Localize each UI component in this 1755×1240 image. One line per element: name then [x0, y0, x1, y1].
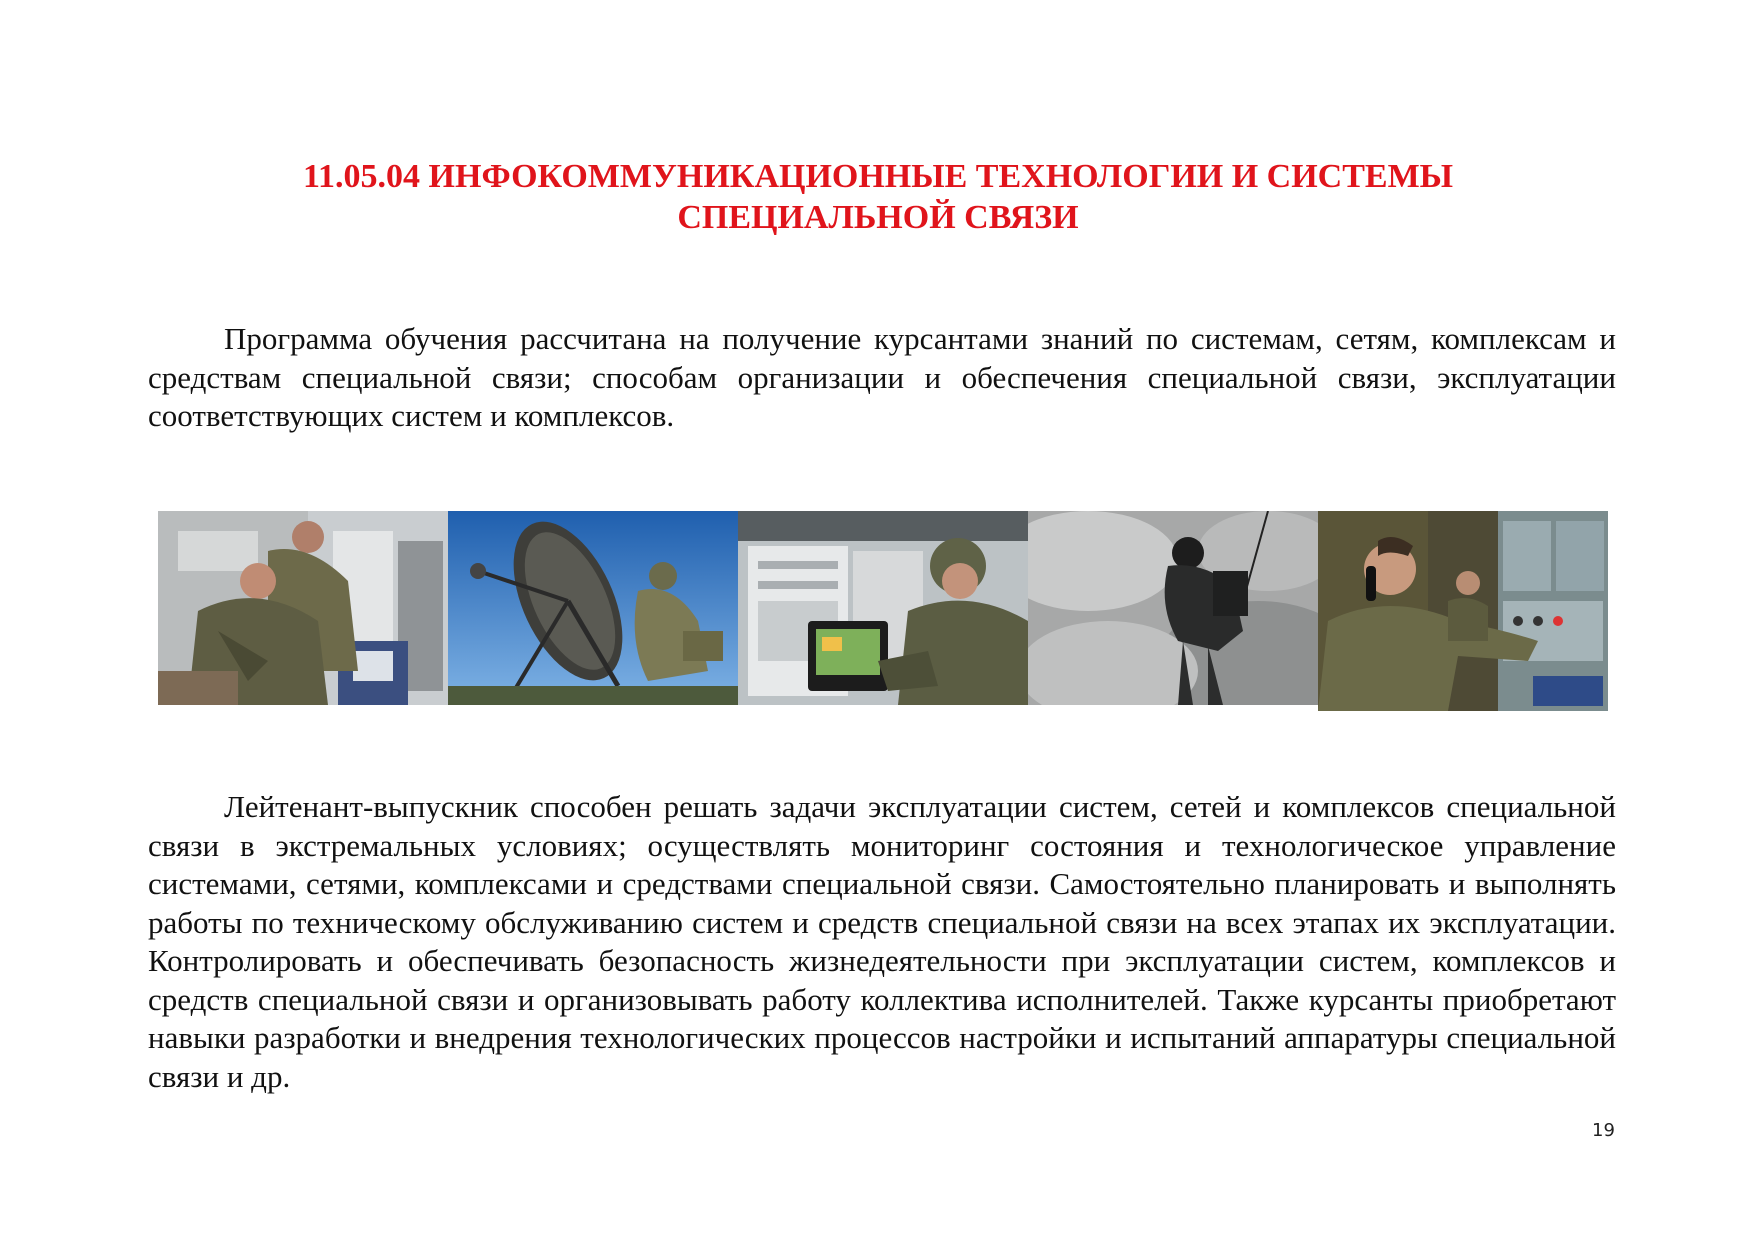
soldier-on-phone-at-console-photo	[1318, 511, 1608, 711]
photo-strip	[158, 511, 1608, 711]
soldier-in-smoke-photo	[1028, 511, 1318, 705]
graduate-paragraph: Лейтенант-выпускник способен решать задачи эксплуатации систем, сетей и комплексов специальной связи в экстремальных условиях; осуществлять мониторинг состояния и технологическое управление системами, сетями, комплексами и средствами специальной связи. Самостоятельно планировать и выполнять работы по техническому обслуживанию систем и средств специальной связи на всех этапах их эксплуатации. Контролировать и обеспечивать безопасность жизнедеятельности при эксплуатации систем, комплексов и средств специальной связи и организовывать работу коллектива исполнителей. Также курсанты приобретают навыки разработки и внедрения технологических процессов настройки и испытаний аппаратуры специальной связи и др.	[148, 789, 1616, 1094]
page-title	[148, 156, 1608, 238]
soldiers-at-radio-equipment-photo	[158, 511, 448, 705]
satellite-dish-photo	[448, 511, 738, 705]
title-line-1: 11.05.04 ИНФОКОММУНИКАЦИОННЫЕ ТЕХНОЛОГИИ И СИСТЕМЫ	[302, 158, 1454, 195]
title-line-2: СПЕЦИАЛЬНОЙ СВЯЗИ	[677, 199, 1079, 236]
soldier-with-laptop-photo	[738, 511, 1028, 705]
page-number: 19	[1592, 1120, 1615, 1141]
intro-paragraph: Программа обучения рассчитана на получение курсантами знаний по системам, сетям, комплексам и средствам специальной связи; способам организации и обеспечения специальной связи, эксплуатации соответствующих систем и комплексов.	[148, 321, 1616, 433]
